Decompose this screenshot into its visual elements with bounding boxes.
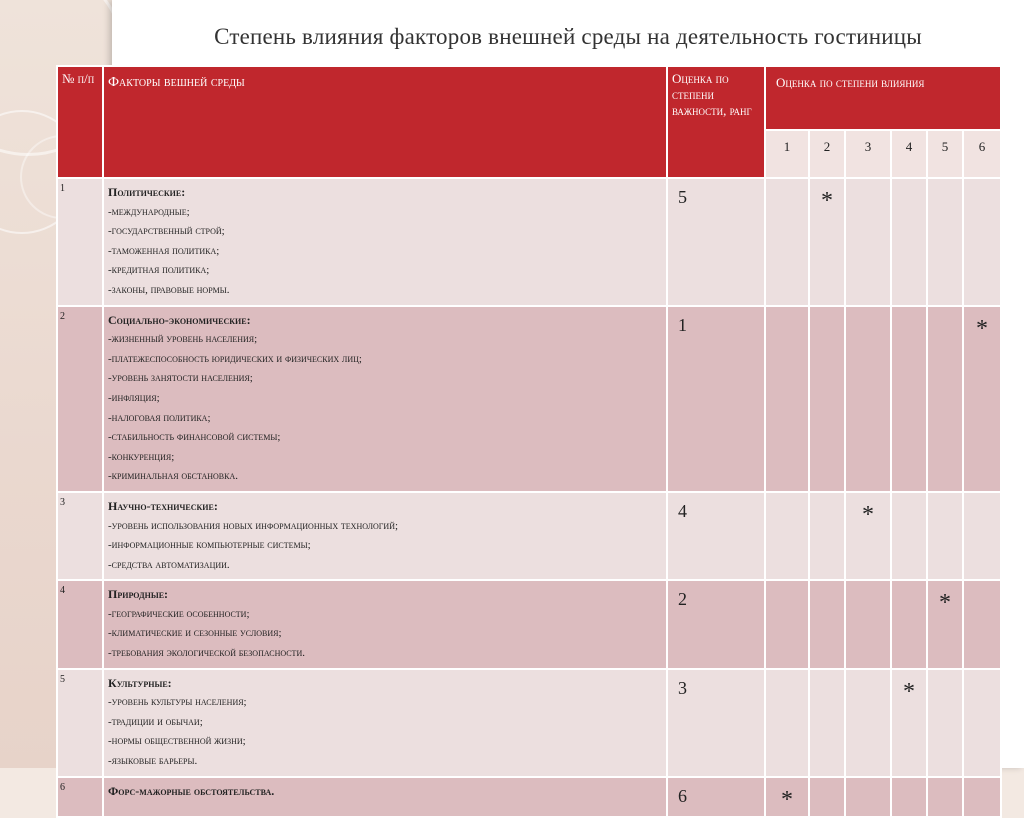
influence-cell-5: [927, 306, 963, 492]
slide-title: Степень влияния факторов внешней среды на деятельность гостиницы: [214, 24, 922, 49]
row-number: 6: [57, 777, 103, 817]
rank-value: 1: [667, 306, 765, 492]
influence-cell-1: [765, 306, 809, 492]
influence-cell-2: [809, 669, 845, 777]
factor-title: Форс-мажорные обстоятельства.: [108, 783, 275, 798]
influence-mark: *: [903, 678, 915, 705]
factor-item: -криминальная обстановка.: [108, 470, 239, 483]
header-rank: Оценка по степени важности, ранг: [667, 66, 765, 178]
factors-table: [56, 65, 1002, 818]
influence-mark: *: [976, 315, 989, 342]
influence-cell-5: [927, 492, 963, 580]
table-row: [57, 580, 1001, 668]
factor-item: -информационные компьютерные системы;: [108, 539, 311, 552]
factor-item: -таможенная политика;: [108, 244, 220, 257]
factor-item: -уровень занятости населения;: [108, 372, 253, 385]
influence-cell-1: [765, 580, 809, 668]
influence-cell-6: [963, 777, 1001, 817]
factor-item: -географические особенности;: [108, 607, 250, 620]
table-row: [57, 306, 1001, 492]
influence-cell-6: [963, 669, 1001, 777]
factor-item: -налоговая политика;: [108, 411, 211, 424]
factor-item: -уровень культуры населения;: [108, 696, 247, 709]
factor-item: -международные;: [108, 205, 190, 218]
factor-item: -государственный строй;: [108, 225, 225, 238]
scale-header-5: 5: [927, 130, 963, 178]
factor-title: Научно-технические:: [108, 498, 218, 513]
influence-cell-3: [845, 580, 891, 668]
scale-header-4: 4: [891, 130, 927, 178]
header-num: № п/п: [57, 66, 103, 178]
factor-item: -уровень использования новых информационных технологий;: [108, 519, 399, 532]
factor-item: -стабильность финансовой системы;: [108, 431, 281, 444]
influence-cell-1: [765, 178, 809, 306]
influence-cell-2: [809, 492, 845, 580]
rank-value: 2: [667, 580, 765, 668]
factor-item: -средства автоматизации.: [108, 558, 230, 571]
rank-value: 5: [667, 178, 765, 306]
factor-cell: [103, 306, 667, 492]
influence-cell-4: [891, 178, 927, 306]
factor-item: -требования экологической безопасности.: [108, 647, 305, 660]
influence-cell-4: [891, 669, 927, 777]
factor-cell: [103, 777, 667, 817]
factor-title: Культурные:: [108, 675, 172, 690]
header-influence: Оценка по степени влияния: [765, 66, 1001, 130]
influence-cell-5: [927, 777, 963, 817]
scale-header-3: 3: [845, 130, 891, 178]
influence-cell-6: [963, 178, 1001, 306]
influence-cell-2: [809, 178, 845, 306]
rank-value: 6: [667, 777, 765, 817]
influence-mark: *: [821, 188, 833, 214]
influence-cell-5: [927, 669, 963, 777]
rank-value: 3: [667, 669, 765, 777]
influence-mark: *: [862, 501, 874, 528]
factor-cell: [103, 492, 667, 580]
influence-cell-2: [809, 580, 845, 668]
factor-cell: [103, 669, 667, 777]
influence-cell-3: [845, 178, 891, 306]
influence-cell-6: [963, 492, 1001, 580]
influence-cell-1: [765, 777, 809, 817]
table-row: [57, 492, 1001, 580]
factor-item: -законы, правовые нормы.: [108, 283, 230, 296]
factor-cell: [103, 178, 667, 306]
row-number: 1: [57, 178, 103, 306]
influence-mark: *: [939, 590, 951, 617]
influence-cell-4: [891, 777, 927, 817]
scale-header-6: 6: [963, 130, 1001, 178]
row-number: 4: [57, 580, 103, 668]
factor-item: -языковые барьеры.: [108, 755, 198, 768]
scale-header-1: 1: [765, 130, 809, 178]
factor-item: -климатические и сезонные условия;: [108, 627, 282, 640]
influence-cell-5: [927, 580, 963, 668]
factor-title: Социально-экономические:: [108, 312, 251, 327]
influence-cell-4: [891, 580, 927, 668]
factor-item: -конкуренция;: [108, 450, 175, 463]
influence-cell-3: [845, 492, 891, 580]
influence-cell-5: [927, 178, 963, 306]
influence-cell-4: [891, 306, 927, 492]
factor-item: -инфляция;: [108, 391, 160, 404]
factor-item: -кредитная политика;: [108, 264, 210, 277]
table-row: [57, 669, 1001, 777]
factor-cell: [103, 580, 667, 668]
header-factors: Факторы вешней среды: [103, 66, 667, 178]
row-number: 5: [57, 669, 103, 777]
influence-cell-6: [963, 580, 1001, 668]
table-body: [57, 178, 1001, 817]
influence-cell-4: [891, 492, 927, 580]
row-number: 3: [57, 492, 103, 580]
rank-value: 4: [667, 492, 765, 580]
table-row: [57, 178, 1001, 306]
factor-title: Природные:: [108, 587, 169, 602]
influence-cell-6: [963, 306, 1001, 492]
influence-cell-3: [845, 669, 891, 777]
factor-item: -традиции и обычаи;: [108, 715, 203, 728]
influence-cell-3: [845, 777, 891, 817]
factor-item: -нормы общественной жизни;: [108, 735, 246, 748]
influence-cell-1: [765, 669, 809, 777]
scale-header-2: 2: [809, 130, 845, 178]
table-row: [57, 777, 1001, 817]
influence-cell-2: [809, 306, 845, 492]
factor-item: -платежеспособность юридических и физических лиц;: [108, 352, 362, 365]
influence-cell-3: [845, 306, 891, 492]
factor-title: Политические:: [108, 185, 186, 199]
factor-item: -жизненный уровень населения;: [108, 333, 258, 346]
influence-mark: *: [781, 786, 793, 813]
influence-cell-1: [765, 492, 809, 580]
row-number: 2: [57, 306, 103, 492]
influence-cell-2: [809, 777, 845, 817]
